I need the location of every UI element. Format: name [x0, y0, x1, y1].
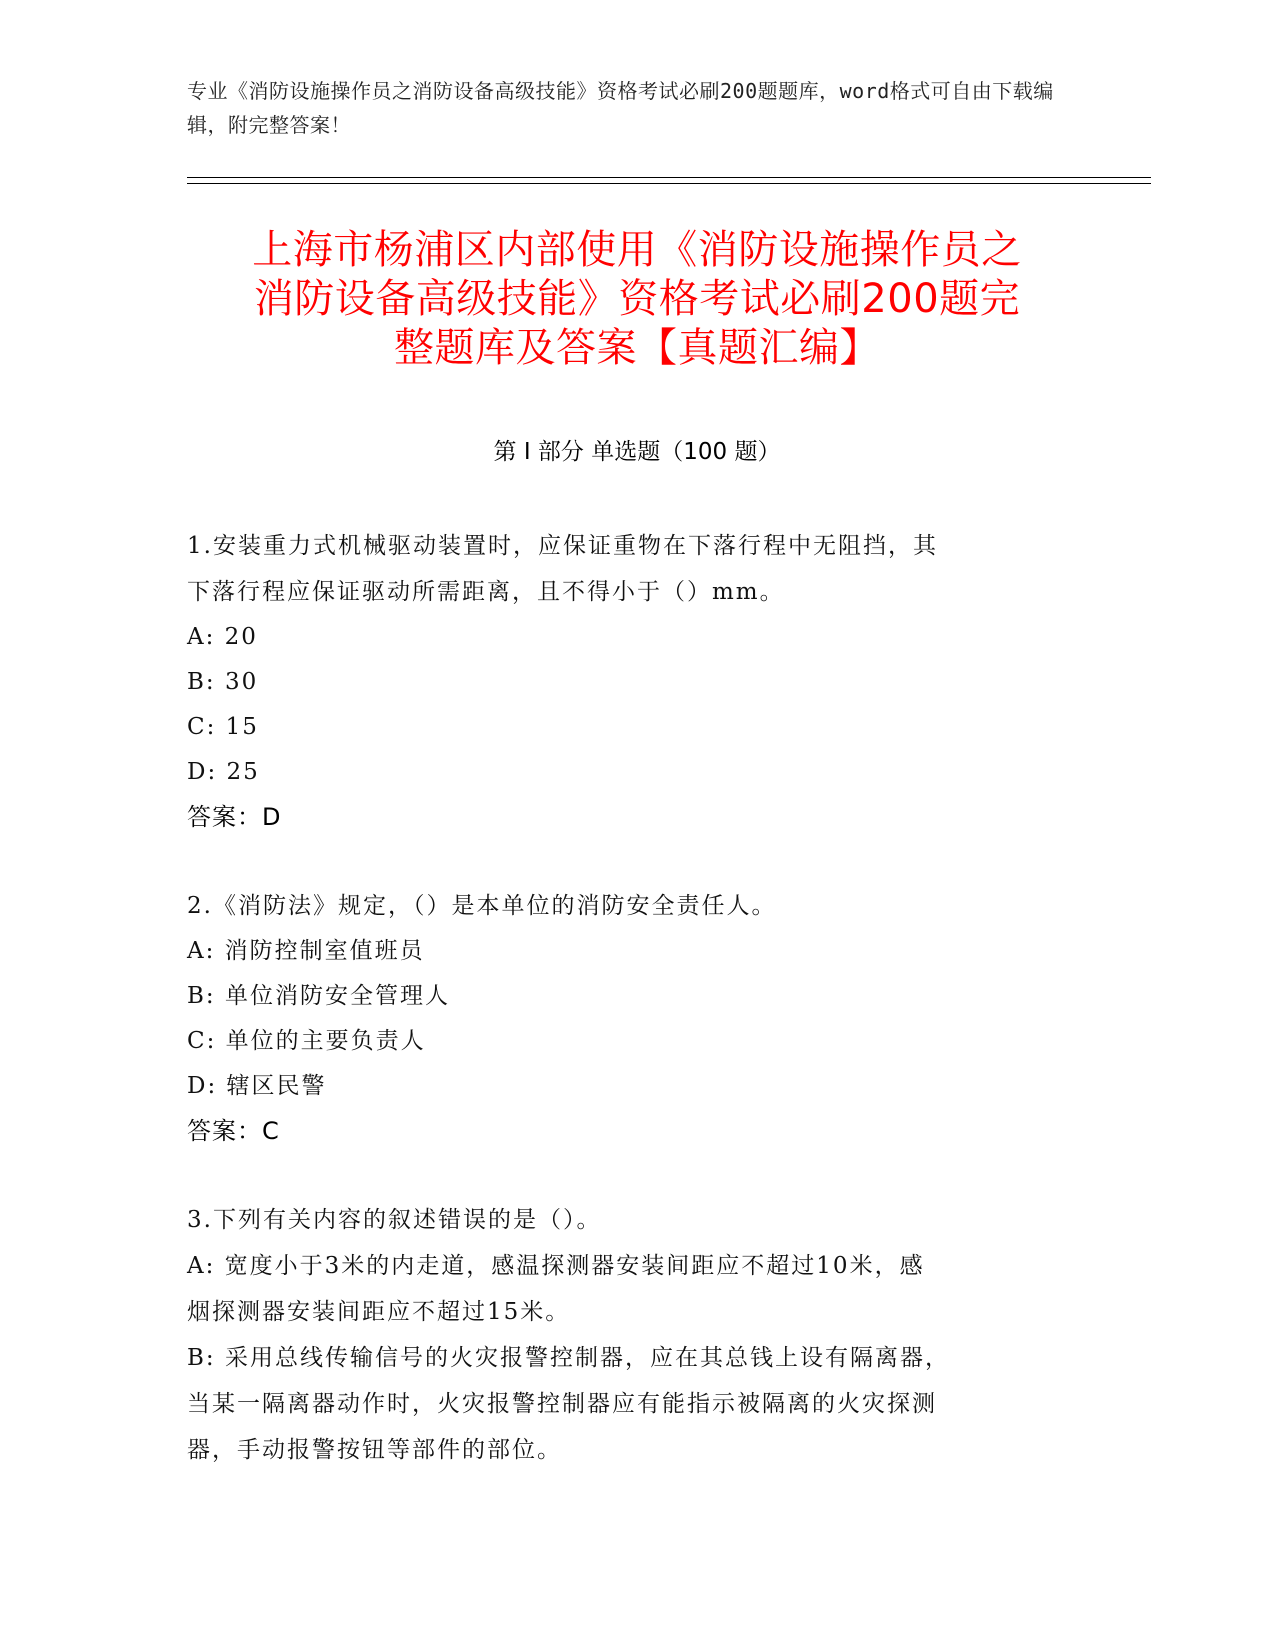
question-3-option-a-line-2: 烟探测器安装间距应不超过15米。	[187, 1299, 571, 1325]
question-2-option-a: A: 消防控制室值班员	[187, 938, 425, 964]
question-2-stem-line-1: 2.《消防法》规定，（）是本单位的消防安全责任人。	[187, 893, 777, 919]
title-line-3: 整题库及答案【真题汇编】	[394, 325, 880, 371]
question-2-option-d: D: 辖区民警	[187, 1073, 327, 1099]
question-3-option-b-line-1: B: 采用总线传输信号的火灾报警控制器，应在其总钱上设有隔离器，	[187, 1345, 950, 1371]
question-2-option-b: B: 单位消防安全管理人	[187, 983, 450, 1009]
question-3-option-b-line-3: 器，手动报警按钮等部件的部位。	[187, 1437, 562, 1463]
header-rule-thick	[187, 177, 1151, 178]
question-1-option-c: C: 15	[187, 714, 259, 740]
header-rule-thin	[187, 183, 1151, 184]
question-2-answer: 答案：C	[187, 1117, 280, 1145]
header-note: 专业《消防设施操作员之消防设备高级技能》资格考试必刷200题题库，word格式可自由下载编辑，附完整答案！	[187, 79, 1054, 137]
title-line-1: 上海市杨浦区内部使用《消防设施操作员之	[252, 227, 1022, 273]
question-1-option-b: B: 30	[187, 669, 259, 695]
question-1-stem-line-1: 1.安装重力式机械驱动装置时，应保证重物在下落行程中无阻挡，其	[187, 533, 938, 559]
question-1-option-d: D: 25	[187, 759, 260, 785]
question-3-stem-line-1: 3.下列有关内容的叙述错误的是（）。	[187, 1207, 602, 1233]
question-2-option-c: C: 单位的主要负责人	[187, 1028, 426, 1054]
question-1-option-a: A: 20	[187, 624, 258, 650]
question-3-option-a-line-1: A: 宽度小于3米的内走道，感温探测器安装间距应不超过10米，感	[187, 1253, 925, 1279]
question-3	[187, 1197, 1057, 1473]
question-1-stem-line-2: 下落行程应保证驱动所需距离，且不得小于（）mm。	[187, 579, 785, 605]
question-1	[187, 523, 1057, 840]
document-title	[187, 226, 1087, 373]
question-2	[187, 883, 1057, 1154]
title-line-2: 消防设备高级技能》资格考试必刷200题完	[253, 276, 1021, 322]
question-1-answer: 答案：D	[187, 803, 282, 831]
section-heading: 第 I 部分 单选题（100 题）	[493, 439, 781, 465]
question-3-option-b-line-2: 当某一隔离器动作时，火灾报警控制器应有能指示被隔离的火灾探测	[187, 1391, 937, 1417]
